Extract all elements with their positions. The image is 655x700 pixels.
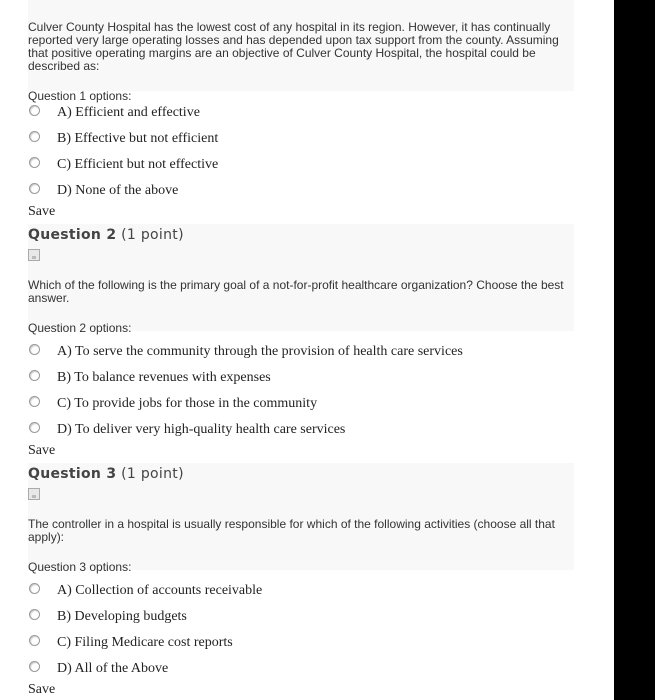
question-2-options <box>28 331 574 443</box>
radio-button[interactable] <box>29 183 40 194</box>
save-icon[interactable] <box>28 488 40 500</box>
question-1-box <box>28 0 574 103</box>
option-q2-b[interactable]: B) To balance revenues with expenses <box>28 365 574 391</box>
radio-button[interactable] <box>29 422 40 433</box>
save-button-q1[interactable]: Save <box>28 204 56 219</box>
option-q1-c[interactable]: C) Efficient but not effective <box>28 152 574 178</box>
radio-button[interactable] <box>29 344 40 355</box>
question-3-options <box>28 570 574 682</box>
option-q3-d[interactable]: D) All of the Above <box>28 656 574 682</box>
question-1-text: Culver County Hospital has the lowest cost of any hospital in its region. However, it has continually reported very large operating losses and has depended upon tax support from the county. Assuming that positive operating margins are an objective of Culver County Hospital, the hospital could be described as: <box>28 20 559 73</box>
question-2-title: Question 2 (1 point) <box>28 227 184 243</box>
save-button-q2[interactable]: Save <box>28 443 56 458</box>
question-2-box <box>28 224 574 335</box>
option-q3-c[interactable]: C) Filing Medicare cost reports <box>28 630 574 656</box>
question-3-options-label: Question 3 options: <box>28 560 132 574</box>
save-button-q3[interactable]: Save <box>28 682 56 697</box>
option-q1-d[interactable]: D) None of the above <box>28 178 574 204</box>
radio-button[interactable] <box>29 370 40 381</box>
option-q3-b[interactable]: B) Developing budgets <box>28 604 574 630</box>
question-1-options <box>28 91 574 204</box>
radio-button[interactable] <box>29 131 40 142</box>
right-black-bar <box>614 0 655 700</box>
quiz-content <box>28 0 574 698</box>
option-q3-a[interactable]: A) Collection of accounts receivable <box>28 578 574 604</box>
radio-button[interactable] <box>29 635 40 646</box>
option-q2-a[interactable]: A) To serve the community through the provision of health care services <box>28 339 574 365</box>
option-q2-c[interactable]: C) To provide jobs for those in the community <box>28 391 574 417</box>
radio-button[interactable] <box>29 583 40 594</box>
radio-button[interactable] <box>29 609 40 620</box>
question-2-text: Which of the following is the primary goal of a not-for-profit healthcare organization? Choose the best answer. <box>28 278 564 305</box>
question-3-title: Question 3 (1 point) <box>28 466 184 482</box>
question-3-box <box>28 463 574 574</box>
question-2-options-label: Question 2 options: <box>28 321 132 335</box>
option-q1-b[interactable]: B) Effective but not efficient <box>28 126 574 152</box>
radio-button[interactable] <box>29 396 40 407</box>
option-q2-d[interactable]: D) To deliver very high-quality health care services <box>28 417 574 443</box>
radio-button[interactable] <box>29 105 40 116</box>
radio-button[interactable] <box>29 661 40 672</box>
save-icon[interactable] <box>28 249 40 261</box>
question-3-text: The controller in a hospital is usually responsible for which of the following activities (choose all that apply): <box>28 517 555 544</box>
option-q1-a[interactable]: A) Efficient and effective <box>28 100 574 126</box>
radio-button[interactable] <box>29 157 40 168</box>
question-1-options-label: Question 1 options: <box>28 89 132 103</box>
